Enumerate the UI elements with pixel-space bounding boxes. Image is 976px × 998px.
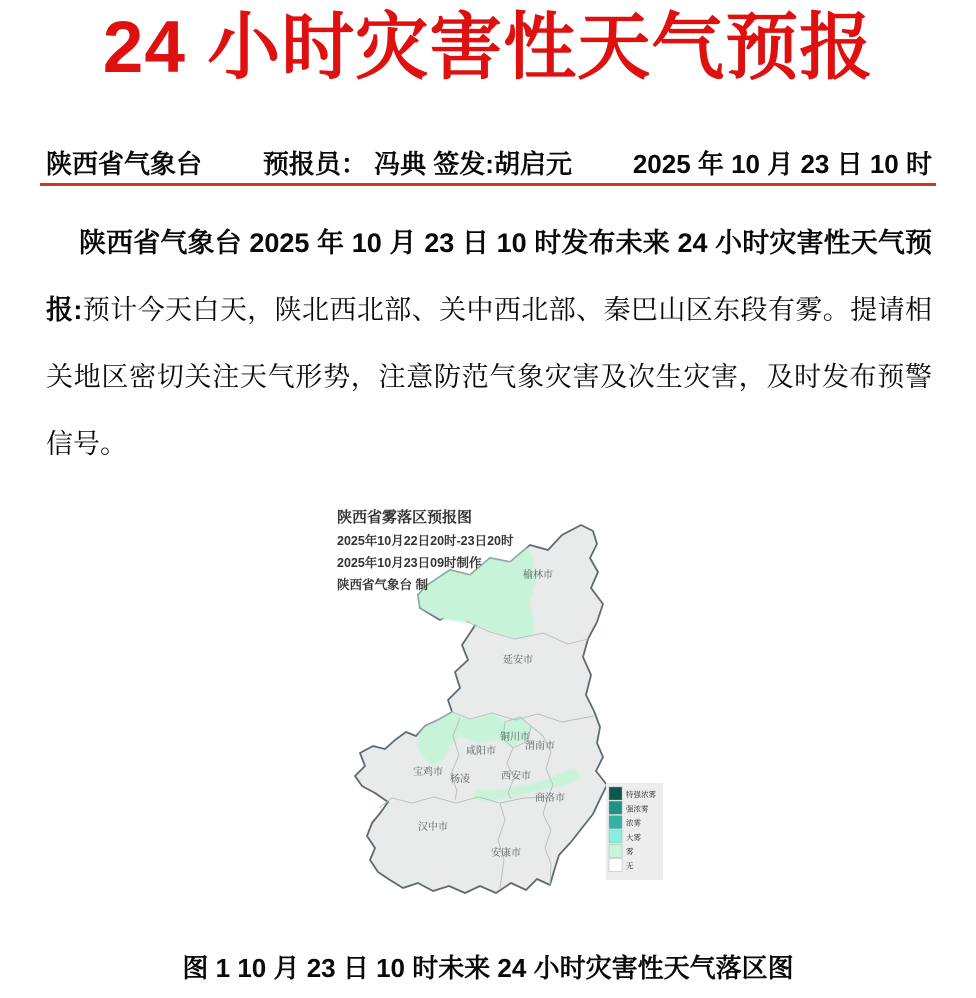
map-legend	[606, 783, 663, 880]
map-title: 陕西省雾落区预报图	[337, 509, 473, 526]
forecast-content: 预计今天白天，陕北西北部、关中西北部、秦巴山区东段有雾。提请相关地区密切关注天气形势，注意防范气象灾害及次生灾害，及时发布预警信号。	[46, 295, 932, 459]
legend-label-3: 大雾	[626, 832, 641, 842]
map-produced-time: 2025年10月23日09时制作	[337, 556, 482, 570]
legend-label-2: 浓雾	[626, 818, 641, 828]
forecast-paragraph	[46, 210, 932, 478]
forecast-lead: 陕西省气象台 2025 年 10 月 23 日 10 时发布未来 24 小时灾害性天气预报:	[46, 228, 932, 325]
city-label-7: 西安市	[501, 771, 531, 782]
agency-name: 陕西省气象台	[46, 149, 203, 179]
legend-swatch-3	[609, 830, 622, 843]
fog-forecast-map	[300, 498, 700, 928]
figure-caption: 图 1 10 月 23 日 10 时未来 24 小时灾害性天气落区图	[182, 953, 794, 983]
legend-swatch-4	[609, 844, 622, 857]
map-credit: 陕西省气象台 制	[337, 578, 428, 592]
page-title: 24 小时灾害性天气预报	[102, 7, 874, 88]
bulletin-meta-row	[46, 144, 932, 181]
header-divider	[40, 183, 936, 186]
city-label-9: 汉中市	[418, 822, 448, 833]
legend-swatch-0	[609, 787, 622, 800]
legend-swatch-1	[609, 801, 622, 814]
city-label-5: 宝鸡市	[413, 767, 443, 778]
forecaster-signer: 预报员： 冯典 签发:胡启元	[262, 149, 572, 179]
city-label-2: 铜川市	[500, 732, 530, 743]
legend-label-5: 无	[626, 861, 634, 871]
city-label-3: 渭南市	[525, 741, 555, 752]
legend-swatch-5	[609, 859, 622, 872]
city-label-8: 商洛市	[535, 793, 565, 804]
legend-swatch-2	[609, 816, 622, 829]
city-label-1: 延安市	[503, 655, 533, 666]
legend-label-1: 强浓雾	[626, 804, 649, 814]
issue-datetime: 2025 年 10 月 23 日 10 时	[632, 149, 932, 179]
legend-label-4: 雾	[626, 847, 634, 857]
city-label-0: 榆林市	[523, 570, 553, 581]
legend-label-0: 特强浓雾	[626, 790, 656, 799]
city-label-6: 杨凌	[450, 774, 470, 785]
city-label-10: 安康市	[491, 848, 521, 859]
city-label-4: 咸阳市	[466, 746, 496, 757]
map-valid-period: 2025年10月22日20时-23日20时	[337, 534, 514, 548]
